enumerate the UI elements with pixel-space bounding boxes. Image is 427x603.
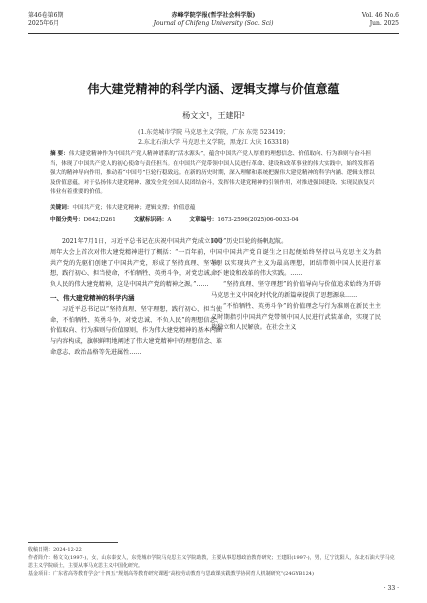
author-bio: 作者简介：杨文文(1997-)，女，山东泰安人，东莞城市学院马克思主义学院助教，主要从事思想政治教育研究；王建阳(1997-)，男，辽宁沈阳人，东北石油大学马克思主义学院硕士，主要从事马克思主义中国化研究。: [28, 555, 395, 569]
article-authors: 杨文文¹，王建阳²: [182, 111, 245, 120]
doc-code: 文献标识码：A: [133, 217, 172, 223]
paragraph: “坚持真理、坚守理想”的价值导向与价值追求始终为开辟马克思主义中国化时代化的新篇章提供了思想源泉……: [211, 281, 381, 299]
header-rule: [28, 33, 399, 34]
header-journal: 赤峰学院学报(哲学社会科学版) Journal of Chifeng University (Soc. Sci): [153, 12, 274, 27]
fund-info: 基金项目：广东省高等教育学会“十四五”规划高等教育研究课题“高校劳动教育与思政课实践教学协同育人机制研究”(24GYB124): [28, 571, 314, 577]
classification-line: [50, 215, 377, 223]
article-number: 文章编号：1673-2596(2025)06-0033-04: [189, 217, 299, 223]
article-title: 伟大建党精神的科学内涵、逻辑支撑与价值意蕴: [87, 82, 340, 96]
affiliation-1: (1.东莞城市学院 马克思主义学院，广东 东莞 523419；: [138, 129, 289, 136]
abstract-text: 伟大建党精神作为中国共产党人精神谱系的“活水源头”，蕴含中国共产党人厚重的理想信念、价值取向、行为准则与奋斗担当，体现了中国共产党人的初心使命与责任担当。在中国共产党带领中国人民进行革命、建设和改革事业的伟大实践中，始终发挥着强大的精神导向作用，推动着“中国号”巨轮行稳致远。在新的历史时期，深入理解和系统把握伟大建党精神的科学内涵、逻辑支撑以及价值意蕴，对于弘扬伟大建党精神、激发全党全国人民团结奋斗，发挥伟大建党精神的引领作用，对推进强国建设、实现民族复兴伟业有着重要的价值。: [50, 151, 375, 195]
body-left-column: [50, 237, 222, 359]
footnotes: [28, 546, 399, 578]
affiliation-2: 2.东北石油大学 马克思主义学院，黑龙江 大庆 163318): [138, 139, 289, 146]
abstract: [50, 150, 377, 198]
keywords-label: 关键词：: [50, 205, 73, 211]
running-header: [28, 12, 399, 32]
keywords-text: 中国共产党；伟大建党精神；逻辑支撑；价值意蕴: [72, 205, 196, 211]
received-date: 收稿日期：2024-12-22: [28, 547, 82, 553]
paragraph: 国号”历史巨轮的扬帆起航。: [211, 238, 288, 245]
header-vol-en: Vol. 46 No.6 Jun. 2025: [361, 12, 399, 27]
paragraph: “不怕牺牲、英勇斗争”的价值理念与行为准则在新民主主义时期指引中国共产党带领中国人民进行武装革命，实现了民族独立和人民解放。在社会主义: [211, 302, 381, 332]
header-volume: 第46卷第6期 2025年6月: [28, 12, 64, 27]
section-heading: 一、伟大建党精神的科学内涵: [50, 293, 135, 302]
footnote-rule: [28, 542, 118, 543]
abstract-label: 摘 要：: [50, 151, 69, 157]
keywords: [50, 204, 377, 214]
paragraph: 习近平总书记以“坚持真理、坚守理想，践行初心、担当使命，不怕牺牲、英勇斗争，对党忠诚、不负人民”的理想信念、价值取向、行为准则与价值原则，作为伟大建党精神的基本内涵与内容构成，旗帜鲜明地阐述了伟大建党精神中的理想信念、革命意志、政治品格等先进属性……: [50, 305, 222, 356]
paragraph: 中国共产党自诞生之日起便始终坚持以马克思主义为指导，以实现共产主义为最高理想，团结带领中国人民进行革命、建设和改革的伟大实践。……: [211, 248, 381, 278]
body-right-column: [211, 237, 381, 334]
page-number: · 33 ·: [383, 585, 399, 592]
clc: 中图分类号：D642;D261: [50, 217, 116, 223]
paragraph: 2021年7月1日，习近平总书记在庆祝中国共产党成立100周年大会上首次对伟大建党精神进行了概括：“一百年前，中国共产党的先驱们创建了中国共产党，形成了坚持真理、坚守理想，践行初心、担当使命，不怕牺牲、英勇斗争，对党忠诚、不负人民的伟大建党精神，这是中国共产党的精神之源。”……: [50, 238, 222, 289]
